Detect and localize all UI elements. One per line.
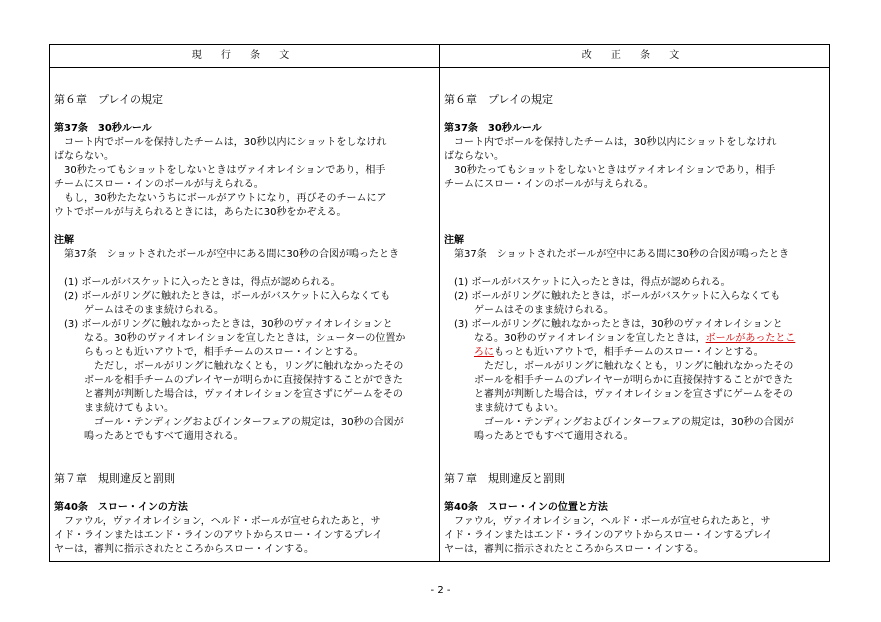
paragraph-line: もし，30秒たたないうちにボールがアウトになり，再びそのチームにア <box>54 193 387 204</box>
list-item: ただし，ボールがリングに触れなくとも，リングに触れなかったその <box>444 361 794 372</box>
paragraph-line: コート内でボールを保持したチームは，30秒以内にショットをしなけれ <box>54 137 387 148</box>
current-text-column <box>54 75 434 557</box>
revised-text-column <box>444 75 824 557</box>
note-heading: 注解 <box>54 235 74 246</box>
list-item <box>444 346 824 360</box>
list-item: ゲームはそのまま続けられる。 <box>444 305 614 316</box>
list-item-text: もっとも近いアウトで，相手チームのスロー・インとする。 <box>494 347 764 358</box>
comparison-table <box>49 44 830 562</box>
page-number: - 2 - <box>430 585 451 596</box>
note-line: 第37条 ショットされたボールが空中にある間に30秒の合図が鳴ったとき <box>444 249 790 260</box>
list-item: (1) ボールがバスケットに入ったときは，得点が認められる。 <box>444 277 731 288</box>
list-item: と審判が判断した場合は，ヴァイオレイションを宣さずにゲームをその <box>444 389 793 400</box>
note-line: 第37条 ショットされたボールが空中にある間に30秒の合図が鳴ったとき <box>54 249 400 260</box>
list-item: 鳴ったあとでもすべて適用される。 <box>54 431 244 442</box>
header-revised: 改 正 条 文 <box>581 50 688 61</box>
list-item: (2) ボールがリングに触れたときは，ボールがバスケットに入らなくても <box>54 291 391 302</box>
paragraph-line: チームにスロー・インのボールが与えられる。 <box>444 179 654 190</box>
chapter-7-heading: 第７章 規則違反と罰則 <box>54 472 175 485</box>
paragraph-line: ファウル，ヴァイオレイション，ヘルド・ボールが宣せられたあと，サ <box>444 516 771 527</box>
paragraph-line: ファウル，ヴァイオレイション，ヘルド・ボールが宣せられたあと，サ <box>54 516 381 527</box>
list-item: ゴール・テンディングおよびインターフェアの規定は，30秒の合図が <box>54 417 404 428</box>
list-item: らもっとも近いアウトで，相手チームのスロー・インとする。 <box>54 347 364 358</box>
paragraph-line: ばならない。 <box>54 151 114 162</box>
article-37-heading: 第37条 30秒ルール <box>54 123 152 134</box>
paragraph-line: ヤーは，審判に指示されたところからスロー・インする。 <box>54 544 314 555</box>
list-item: (1) ボールがバスケットに入ったときは，得点が認められる。 <box>54 277 341 288</box>
paragraph-line: 30秒たってもショットをしないときはヴァイオレイションであり，相手 <box>54 165 386 176</box>
list-item-text: なる。30秒のヴァイオレイションを宣したときは， <box>444 333 706 344</box>
paragraph-line: 30秒たってもショットをしないときはヴァイオレイションであり，相手 <box>444 165 776 176</box>
list-item: ゴール・テンディングおよびインターフェアの規定は，30秒の合図が <box>444 417 794 428</box>
chapter-6-heading: 第６章 プレイの規定 <box>54 93 164 106</box>
paragraph-line: コート内でボールを保持したチームは，30秒以内にショットをしなけれ <box>444 137 777 148</box>
column-divider <box>439 45 440 561</box>
revised-text-highlight: ろに <box>474 347 494 358</box>
article-40-heading: 第40条 スロー・インの方法 <box>54 502 188 513</box>
paragraph-line: ウトでボールが与えられるときには，あらたに30秒をかぞえる。 <box>54 207 347 218</box>
list-item <box>444 332 824 346</box>
list-item: まま続けてもよい。 <box>444 403 564 414</box>
list-item: まま続けてもよい。 <box>54 403 174 414</box>
revised-text-highlight: ボールがあったとこ <box>705 333 796 344</box>
list-item: と審判が判断した場合は，ヴァイオレイションを宣さずにゲームをその <box>54 389 403 400</box>
list-item: なる。30秒のヴァイオレイションを宣したときは，シューターの位置か <box>54 333 406 344</box>
paragraph-line: チームにスロー・インのボールが与えられる。 <box>54 179 264 190</box>
list-item: 鳴ったあとでもすべて適用される。 <box>444 431 634 442</box>
chapter-7-heading: 第７章 規則違反と罰則 <box>444 472 565 485</box>
header-current: 現 行 条 文 <box>191 50 298 61</box>
list-item: ただし，ボールがリングに触れなくとも，リングに触れなかったその <box>54 361 404 372</box>
paragraph-line: イド・ラインまたはエンド・ラインのアウトからスロー・インするプレイ <box>54 530 383 541</box>
article-37-heading: 第37条 30秒ルール <box>444 123 542 134</box>
article-40-heading: 第40条 スロー・インの位置と方法 <box>444 502 608 513</box>
chapter-6-heading: 第６章 プレイの規定 <box>444 93 554 106</box>
list-item: ボールを相手チームのプレイヤーが明らかに直接保持することができた <box>54 375 403 386</box>
list-item: (3) ボールがリングに触れなかったときは，30秒のヴァイオレイションと <box>54 319 393 330</box>
paragraph-line: ばならない。 <box>444 151 504 162</box>
paragraph-line: イド・ラインまたはエンド・ラインのアウトからスロー・インするプレイ <box>444 530 773 541</box>
list-item: ボールを相手チームのプレイヤーが明らかに直接保持することができた <box>444 375 793 386</box>
list-item: ゲームはそのまま続けられる。 <box>54 305 224 316</box>
list-item: (2) ボールがリングに触れたときは，ボールがバスケットに入らなくても <box>444 291 781 302</box>
note-heading: 注解 <box>444 235 464 246</box>
list-item: (3) ボールがリングに触れなかったときは，30秒のヴァイオレイションと <box>444 319 783 330</box>
paragraph-line: ヤーは，審判に指示されたところからスロー・インする。 <box>444 544 704 555</box>
